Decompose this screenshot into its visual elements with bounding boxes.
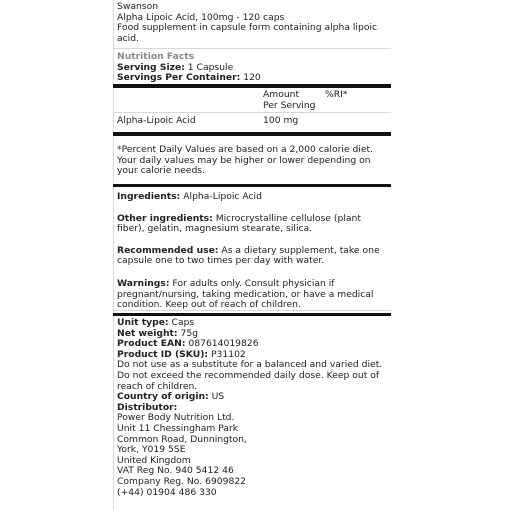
distributor-line-5: United Kingdom	[117, 454, 191, 466]
nutrition-title: Nutrition Facts	[117, 51, 195, 62]
product-header	[113, 2, 391, 44]
product-details	[113, 192, 391, 311]
mid-divider	[113, 184, 391, 187]
warnings-line-3: condition. Keep out of reach of children.	[117, 299, 301, 311]
distributor-line-4: York, Y019 5SE	[117, 444, 186, 456]
recommended-use-label: Recommended use:	[117, 244, 219, 256]
net-weight-value: 75g	[180, 327, 199, 339]
thick-divider	[113, 84, 391, 88]
col-amount-2: Per Serving	[263, 99, 316, 111]
divider	[113, 112, 391, 113]
product-title: Alpha Lipoic Acid, 100mg - 120 caps	[117, 11, 285, 23]
daily-values-note	[113, 145, 391, 177]
sku-label: Product ID (SKU):	[117, 348, 209, 360]
net-weight-label: Net weight:	[117, 327, 178, 339]
recommended-use-line-1: As a dietary supplement, take one	[221, 244, 380, 256]
distributor-line-3: Common Road, Dunnington,	[117, 433, 247, 445]
ean-label: Product EAN:	[117, 338, 186, 350]
disclaimer-line-2: Do not exceed the recommended daily dose. Keep out of	[117, 369, 380, 381]
thick-divider	[113, 132, 391, 136]
warnings-line-1: For adults only. Consult physician if	[172, 277, 335, 289]
distributor-line-6: VAT Reg No. 940 5412 46	[117, 465, 234, 477]
unit-type-value: Caps	[171, 317, 195, 328]
mid-divider	[113, 313, 391, 316]
description-line-1: Food supplement in capsule form containing alpha lipoic	[117, 22, 378, 34]
nutrition-table-header	[113, 90, 391, 112]
warnings-label: Warnings:	[117, 277, 170, 289]
unit-type-label: Unit type:	[117, 317, 169, 328]
nutrient-name: Alpha-Lipoic Acid	[117, 115, 196, 126]
distributor-label: Distributor:	[117, 401, 178, 413]
other-ingredients-line-2: fiber), gelatin, magnesium stearate, silica.	[117, 223, 313, 235]
distributor-line-1: Power Body Nutrition Ltd.	[117, 412, 235, 424]
note-line-3: your calorie needs.	[117, 165, 206, 177]
other-ingredients-label: Other ingredients:	[117, 212, 213, 224]
disclaimer-line-1: Do not use as a substitute for a balanced and varied diet.	[117, 359, 383, 371]
col-ri: %RI*	[325, 89, 348, 100]
serving-size-value: 1 Capsule	[187, 61, 234, 73]
distributor-line-8: (+44) 01904 486 330	[117, 486, 217, 498]
distributor-line-2: Unit 11 Chessingham Park	[117, 422, 239, 434]
ingredients-label: Ingredients:	[117, 191, 181, 202]
note-line-2: Your daily values may be higher or lower depending on	[117, 154, 371, 166]
note-line-1: *Percent Daily Values are based on a 2,000 calorie diet.	[117, 144, 374, 155]
origin-label: Country of origin:	[117, 391, 209, 403]
col-amount-1: Amount	[263, 89, 300, 100]
nutrient-amount: 100 mg	[263, 115, 299, 126]
servings-label: Servings Per Container:	[117, 72, 241, 84]
product-info-panel	[113, 0, 391, 510]
ingredients-value: Alpha-Lipoic Acid	[183, 191, 262, 202]
serving-size-label: Serving Size:	[117, 61, 185, 73]
ean-value: 087614019826	[188, 338, 259, 350]
recommended-use-line-2: capsule one to two times per day with water.	[117, 255, 325, 267]
origin-value: US	[211, 391, 225, 403]
servings-value: 120	[243, 72, 261, 84]
nutrition-facts	[113, 52, 391, 84]
nutrition-row	[113, 116, 391, 128]
sku-value: P31102	[211, 348, 246, 360]
warnings-line-2: pregnant/nursing, taking medication, or have a medical	[117, 288, 374, 300]
divider	[113, 48, 391, 49]
brand-name: Swanson	[117, 1, 159, 12]
other-ingredients-line-1: Microcrystalline cellulose (plant	[215, 212, 361, 224]
distributor-line-7: Company Reg. No. 6909822	[117, 475, 247, 487]
product-specs	[113, 318, 391, 498]
divider	[113, 310, 391, 311]
description-line-2: acid.	[117, 32, 139, 44]
disclaimer-line-3: reach of children.	[117, 380, 198, 392]
